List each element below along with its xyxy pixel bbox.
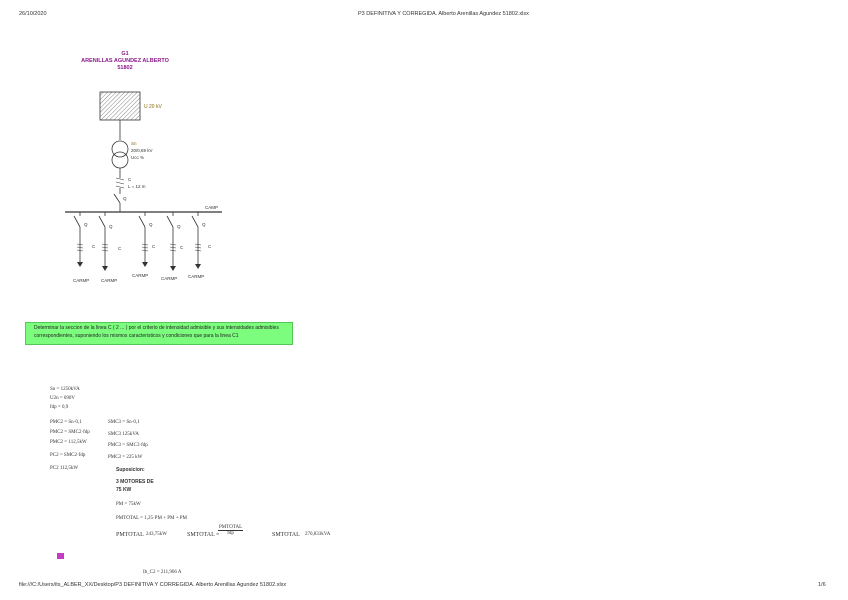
calc-pm: PM = 75kW bbox=[116, 502, 141, 507]
calc-smc3-formula: SMC3 = Sn·0,1 bbox=[108, 420, 140, 425]
calc-stotal-lhs: SMTOTAL = bbox=[187, 532, 220, 538]
calc-stotal-label: SMTOTAL bbox=[272, 532, 300, 538]
header-date: 26/10/2020 bbox=[19, 11, 47, 17]
feeder-q-label-4: Q bbox=[177, 224, 181, 229]
switch-label: Q bbox=[123, 196, 127, 201]
cell-marker bbox=[57, 553, 64, 559]
task-statement: Determinar la seccion de la linea C ( 2 ... ) por el criterio de intensidad admisible y sus intensidades admisibles correspondientes, suponiendo los mismos caracteristicos y condiciones que para la linea C1 bbox=[25, 322, 293, 345]
feeder-4 bbox=[167, 212, 176, 271]
feeder-3 bbox=[139, 212, 148, 267]
cable-label-1: C bbox=[128, 177, 132, 182]
calc-ib-c2: Ib_C2 = 211,966 A bbox=[143, 570, 182, 575]
calc-ptotal-label: PMTOTAL bbox=[116, 532, 144, 538]
footer-page: 1/6 bbox=[818, 582, 826, 588]
footer-path: file:///C:/Users/its_ALBER_XX/Desktop/P3 DEFINITIVA Y CORREGIDA. Alberto Arenillas Agundez 51802.xlsx bbox=[19, 582, 287, 588]
feeder-c-label-5: C bbox=[208, 244, 212, 249]
load-label-5: CARMP bbox=[188, 274, 205, 279]
title-group: G1 bbox=[121, 51, 129, 57]
feeder-q-label-2: Q bbox=[109, 224, 113, 229]
feeder-c-label-2: C bbox=[118, 246, 122, 251]
feeder-c-label-1: C bbox=[92, 244, 96, 249]
calc-ptotal-formula: PMTOTAL = 1,25·PM + PM + PM bbox=[116, 516, 187, 521]
load-label-4: CARMP bbox=[161, 276, 178, 281]
fraction-denominator: fdp bbox=[227, 531, 234, 536]
calc-fdp: fdp = 0,9 bbox=[50, 405, 69, 410]
trafo-label-3: Ucc % bbox=[131, 155, 145, 160]
transformer-symbol bbox=[112, 141, 128, 168]
trafo-label-1: Sn bbox=[131, 141, 137, 146]
calc-ptotal-value: 243,75kW bbox=[146, 532, 167, 537]
calc-sn: Sn = 1250kVA bbox=[50, 387, 80, 392]
calc-pmc3-formula: PMC3 = SMC3·fdp bbox=[108, 443, 148, 448]
feeder-5 bbox=[192, 212, 201, 269]
feeder-q-label-5: Q bbox=[202, 222, 206, 227]
fraction-numerator: PMTOTAL bbox=[219, 525, 243, 530]
feeder-q-label-1: Q bbox=[84, 222, 88, 227]
feeder-c-label-3: C bbox=[152, 244, 156, 249]
load-label-3: CARMP bbox=[132, 273, 149, 278]
cable-label-2: L = 12 m bbox=[128, 184, 146, 189]
calc-pmc2-formula: PMC2 = Sn·0,1 bbox=[50, 420, 82, 425]
assumption-label: Suposicion: bbox=[116, 467, 145, 473]
calc-smc3-value: SMC3 125kVA bbox=[108, 432, 139, 437]
calc-pmc2-fdp: PMC2 = SMC2·fdp bbox=[50, 430, 90, 435]
load-label-1: CARMP bbox=[73, 278, 90, 283]
calc-pc2-value: PC2 112,5kW bbox=[50, 466, 79, 471]
motors-line-2: 75 KW bbox=[116, 487, 132, 493]
title-id: 51802 bbox=[117, 65, 133, 71]
grid-source-block bbox=[100, 92, 140, 120]
calc-stotal-fraction bbox=[218, 525, 243, 536]
load-label-2: CARMP bbox=[101, 278, 118, 283]
feeder-2 bbox=[99, 212, 108, 271]
calc-pc2-formula: PC2 = SMC2·fdp bbox=[50, 453, 86, 458]
feeder-c-label-4: C bbox=[180, 245, 184, 250]
cable-symbol bbox=[116, 178, 124, 188]
header-doc-title: P3 DEFINITIVA Y CORREGIDA. Alberto Arenillas Agundez 51802.xlsx bbox=[358, 11, 529, 17]
calc-stotal-value: 270,833kVA bbox=[305, 532, 331, 537]
source-label: U 20 kV bbox=[144, 104, 162, 110]
title-name: ARENILLAS AGUNDEZ ALBERTO bbox=[81, 58, 169, 64]
feeder-q-label-3: Q bbox=[149, 222, 153, 227]
motors-line-1: 3 MOTORES DE bbox=[116, 479, 154, 485]
calc-pmc2-value: PMC2 = 112,5kW bbox=[50, 440, 87, 445]
calc-pmc3-value: PMC3 = 225 kW bbox=[108, 455, 143, 460]
calc-u2n: U2n = 690V bbox=[50, 396, 76, 401]
busbar-label: CAMP bbox=[205, 205, 219, 210]
main-switch bbox=[114, 194, 120, 203]
trafo-label-2: 20/0,69 kV bbox=[131, 148, 153, 153]
feeder-1 bbox=[74, 212, 83, 267]
